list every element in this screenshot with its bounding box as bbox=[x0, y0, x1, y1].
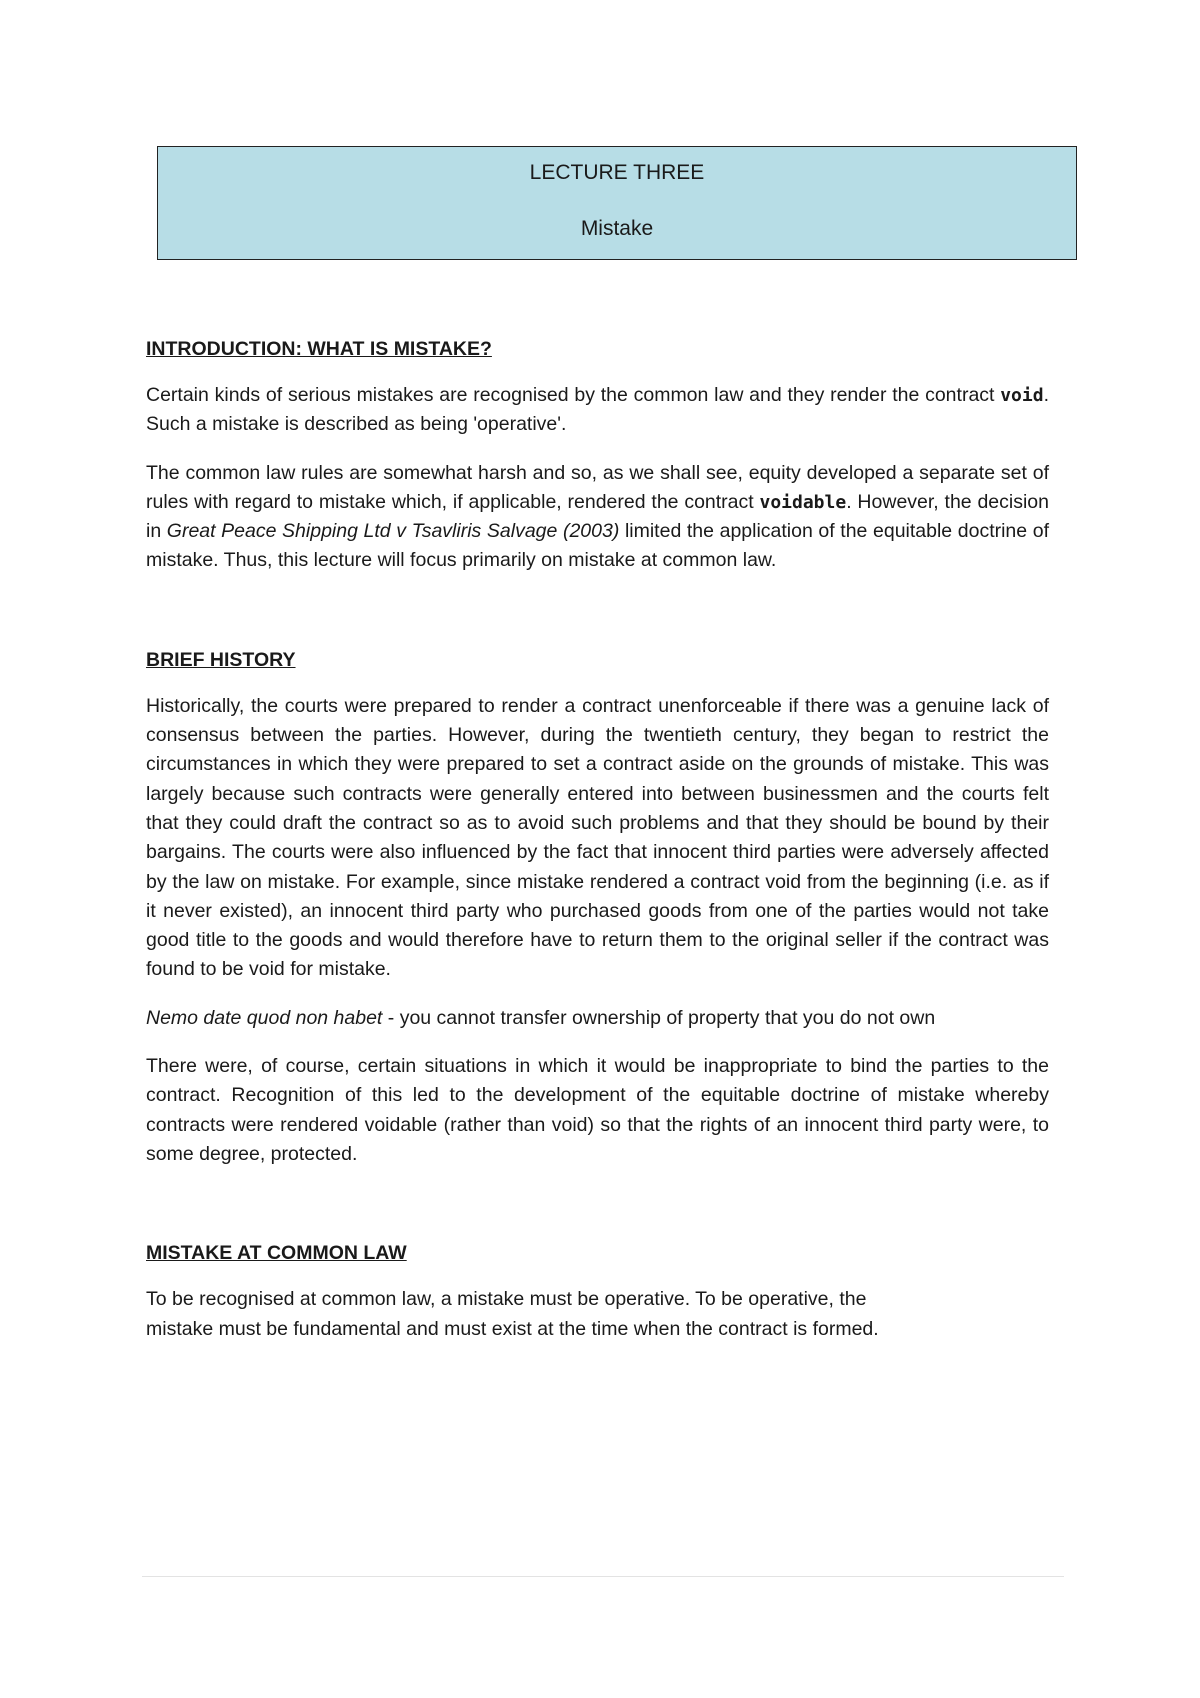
section-heading-common-law: MISTAKE AT COMMON LAW bbox=[146, 1242, 407, 1265]
footer-divider bbox=[142, 1576, 1064, 1577]
common-law-line-1: To be recognised at common law, a mistake must be operative. To be operative, the bbox=[146, 1288, 867, 1311]
intro-p1-text-end: . Such a mistake is described as being 'operative'. bbox=[146, 384, 1049, 436]
document-body bbox=[146, 338, 1049, 1363]
term-voidable: voidable bbox=[759, 491, 847, 513]
intro-paragraph-2 bbox=[146, 459, 1049, 576]
lecture-number: LECTURE THREE bbox=[529, 161, 705, 184]
intro-p2-text: The common law rules are somewhat harsh and so, as we shall see, equity developed a separate set of rules with regard to mistake which, if applicable, rendered the contract bbox=[146, 461, 1049, 513]
section-heading-introduction: INTRODUCTION: WHAT IS MISTAKE? bbox=[146, 338, 492, 360]
intro-paragraph-1 bbox=[146, 381, 1049, 440]
common-law-paragraph bbox=[146, 1285, 1049, 1344]
section-heading-history: BRIEF HISTORY bbox=[146, 648, 296, 671]
history-paragraph-2: There were, of course, certain situations in which it would be inappropriate to bind the parties to the contract. Recognition of this led to the development of the equitable doctrine of mistake whereby contracts were rendered voidable (rather than void) so that the rights of an innocent third party were, to some degree, protected. bbox=[146, 1055, 1049, 1165]
intro-p1-text: Certain kinds of serious mistakes are recognised by the common law and they render the contract bbox=[146, 384, 1001, 406]
common-law-line-2: mistake must be fundamental and must exist at the time when the contract is formed. bbox=[146, 1317, 879, 1340]
intro-p2-text-end: limited the application of the equitable doctrine of mistake. Thus, this lecture will focus primarily on mistake at common law. bbox=[146, 520, 1049, 572]
latin-maxim bbox=[146, 1004, 1049, 1033]
maxim-latin: Nemo date quod non habet bbox=[146, 1006, 383, 1029]
lecture-title-box bbox=[157, 146, 1077, 260]
intro-p2-text-mid: . However, the decision in bbox=[146, 490, 1049, 543]
case-citation: Great Peace Shipping Ltd v Tsavliris Salvage (2003) bbox=[166, 520, 620, 543]
lecture-topic: Mistake bbox=[580, 217, 654, 240]
history-paragraph-1: Historically, the courts were prepared to render a contract unenforceable if there was a genuine lack of consensus between the parties. However, during the twentieth century, they began to restrict the circumstances in which they were prepared to set a contract aside on the grounds of mistake. This was largely because such contracts were generally entered into between businessmen and the courts felt that they could draft the contract so as to avoid such problems and that they should be bound by their bargains. The courts were also influenced by the fact that innocent third parties were adversely affected by the law on mistake. For example, since mistake rendered a contract void from the beginning (i.e. as if it never existed), an innocent third party who purchased goods from one of the parties would not take good title to the goods and would therefore have to return them to the original seller if the contract was found to be void for mistake. bbox=[146, 694, 1049, 981]
maxim-translation: - you cannot transfer ownership of property that you do not own bbox=[382, 1006, 936, 1029]
term-void: void bbox=[1000, 385, 1044, 406]
